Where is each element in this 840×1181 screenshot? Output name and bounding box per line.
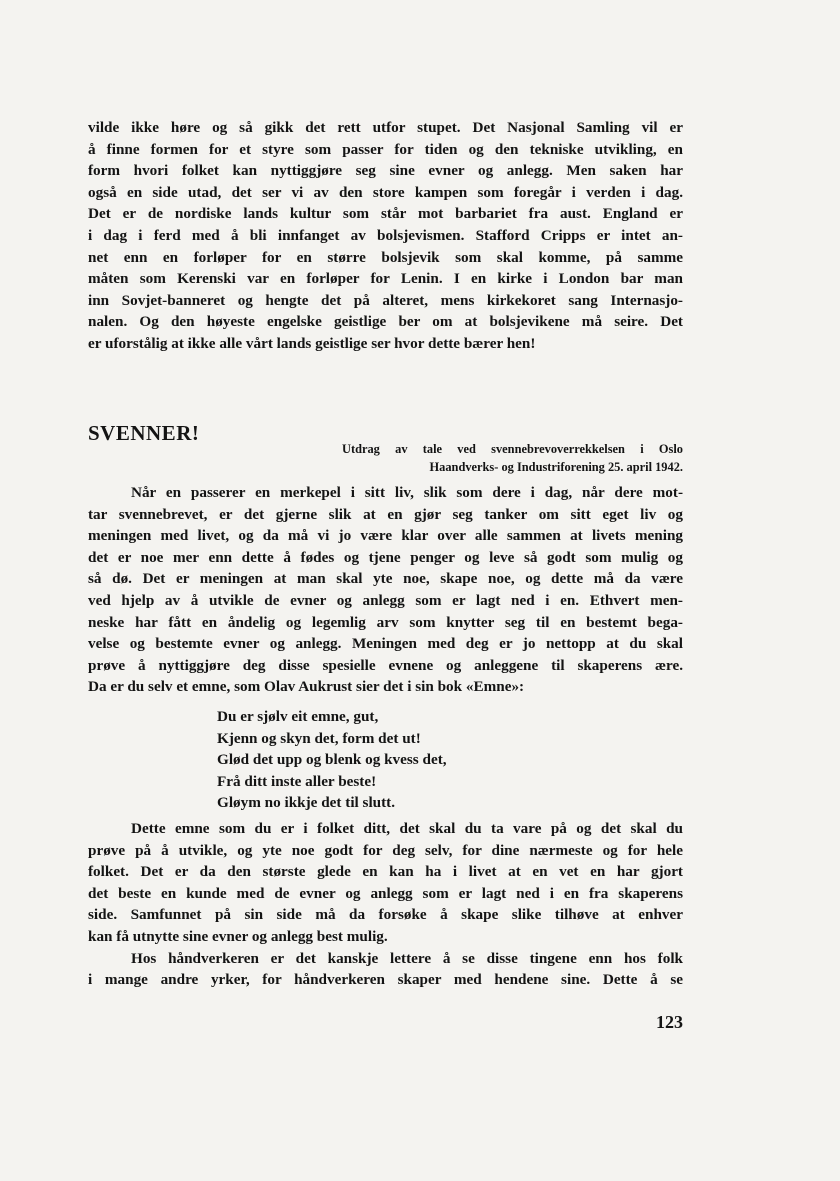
text-line: Hos håndverkeren er det kanskje lettere å se disse tingene enn hos folk (131, 949, 683, 967)
body-paragraph-2 (88, 818, 683, 991)
text-line: er uforstålig at ikke alle vårt lands geistlige ser hvor dette bærer hen! (88, 334, 536, 352)
text-line: kan få utnytte sine evner og anlegg best mulig. (88, 927, 388, 945)
text-line: net enn en forløper for en større bolsjevik som skal komme, på samme (88, 248, 683, 266)
section-heading: SVENNER! (88, 421, 200, 445)
text-line: neske har fått en åndelig og legemlig arv som knytter seg til en bestemt bega- (88, 613, 683, 631)
page-number: 123 (656, 1012, 683, 1032)
text-line: Da er du selv et emne, som Olav Aukrust sier det i sin bok «Emne»: (88, 678, 525, 696)
text-line: måten som Kerenski var en forløper for Lenin. I en kirke i London bar man (88, 270, 683, 288)
poem-quote (217, 706, 447, 814)
text-line: inn Sovjet-banneret og hengte det på alteret, mens kirkekoret sang Internasjo- (88, 291, 683, 309)
subtitle-line: Utdrag av tale ved svennebrevoverrekkelsen i Oslo (342, 442, 683, 456)
intro-paragraph (88, 117, 683, 355)
poem-line: Gløym no ikkje det til slutt. (217, 794, 396, 812)
text-line: det beste en kunde med de evner og anlegg som er lagt ned i en fra skaperens (88, 884, 683, 902)
text-line: side. Samfunnet på sin side må da forsøke å skape slike tilhøve at enhver (88, 906, 683, 924)
text-line: også en side utad, det ser vi av den store kampen som foregår i verden i dag. (88, 183, 683, 201)
text-line: form hvori folket kan nyttiggjøre seg sine evner og anlegg. Men saken har (88, 162, 683, 180)
poem-line: Kjenn og skyn det, form det ut! (217, 729, 421, 747)
body-paragraph-1 (88, 482, 683, 698)
poem-line: Glød det upp og blenk og kvess det, (217, 751, 447, 769)
text-line: det er noe mer enn dette å fødes og tjene penger og leve så godt som mulig og (88, 548, 683, 566)
poem-line: Frå ditt inste aller beste! (217, 772, 377, 790)
text-line: så dø. Det er meningen at man skal yte noe, skape noe, og dette må da være (88, 570, 683, 588)
text-line: i mange andre yrker, for håndverkeren skaper med hendene sine. Dette å se (88, 971, 683, 989)
text-line: meningen med livet, og da må vi jo være klar over alle sammen at livets mening (88, 527, 683, 545)
text-line: i dag i ferd med å bli innfanget av bolsjevismen. Stafford Cripps er intet an- (88, 226, 683, 244)
poem-line: Du er sjølv eit emne, gut, (217, 708, 379, 725)
text-line: folket. Det er da den største glede en kan ha i livet at en vet en har gjort (88, 863, 683, 881)
text-line: ved hjelp av å utvikle de evner og anlegg som er lagt ned i en. Ethvert men- (88, 591, 683, 609)
subtitle-line: Haandverks- og Industriforening 25. april 1942. (429, 460, 683, 474)
text-line: prøve på å utvikle, og yte noe godt for deg selv, for dine nærmeste og for hele (88, 841, 683, 859)
text-line: tar svennebrevet, er det gjerne slik at en gjør seg tanker om sitt eget liv og (88, 505, 683, 523)
text-line: å finne formen for et styre som passer for tiden og den tekniske utvikling, en (88, 140, 683, 158)
text-line: prøve å nyttiggjøre deg disse spesielle evnene og anleggene til skaperens ære. (88, 656, 683, 674)
text-line: velse og bestemte evner og anlegg. Meningen med deg er jo nettopp at du skal (88, 635, 683, 653)
text-line: Det er de nordiske lands kultur som står mot barbariet fra aust. England er (88, 205, 683, 223)
text-line: nalen. Og den høyeste engelske geistlige ber om at bolsjevikene må seire. Det (88, 313, 683, 331)
text-line: vilde ikke høre og så gikk det rett utfor stupet. Det Nasjonal Samling vil er (88, 119, 683, 136)
section-subtitle (342, 440, 683, 476)
text-line: Når en passerer en merkepel i sitt liv, slik som dere i dag, når dere mot- (131, 484, 683, 501)
text-line: Dette emne som du er i folket ditt, det skal du ta vare på og det skal du (131, 820, 683, 837)
